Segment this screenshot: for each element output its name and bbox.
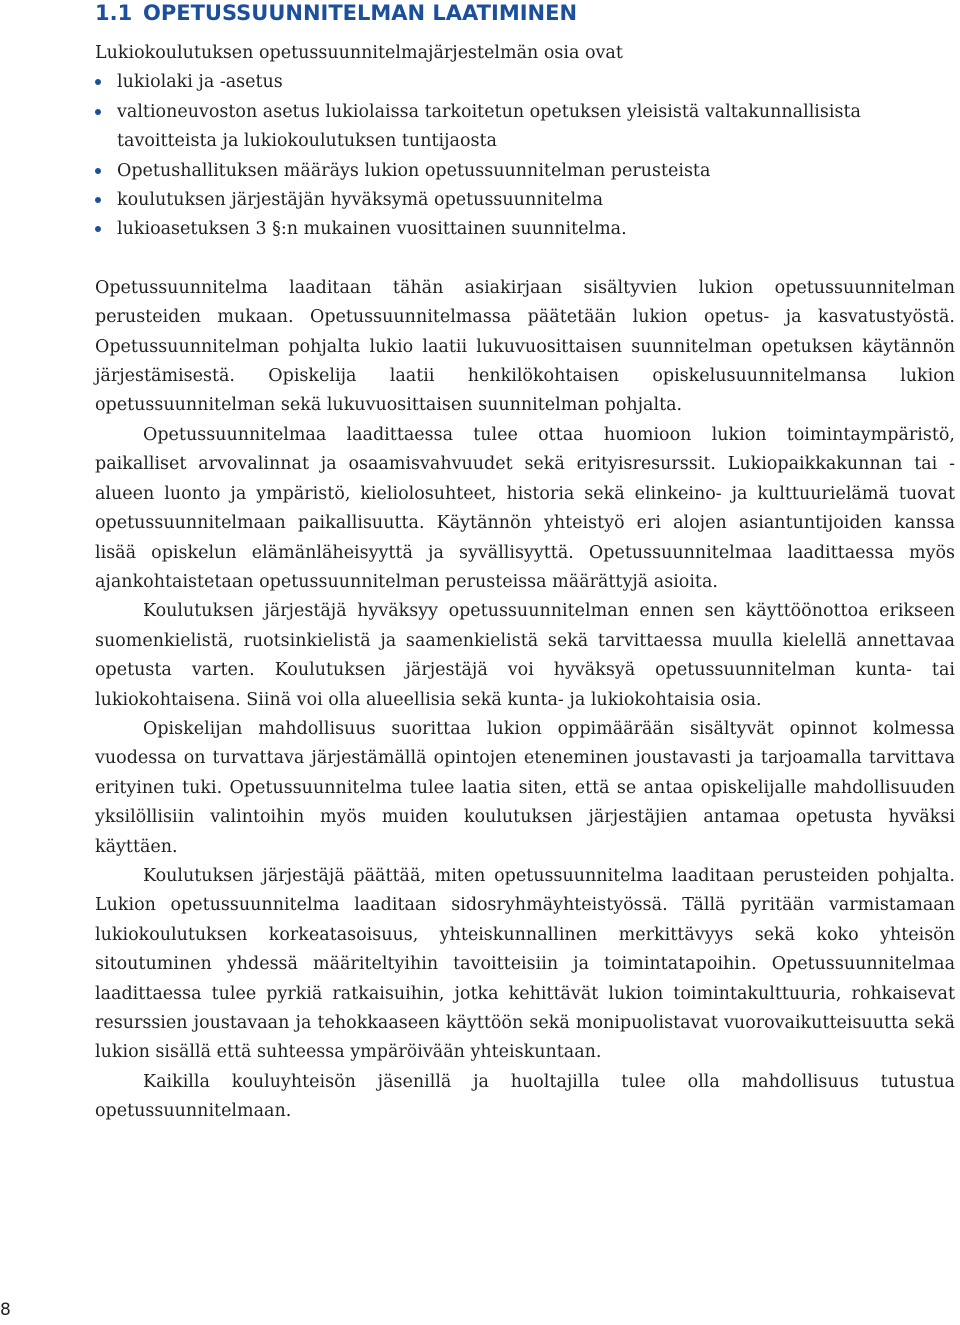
section-title: OPETUSSUUNNITELMAN LAATIMINEN bbox=[143, 1, 578, 25]
bullet-dot-icon bbox=[95, 79, 101, 85]
section-number: 1.1 bbox=[95, 1, 133, 25]
list-item bbox=[95, 68, 955, 97]
page-number: 8 bbox=[0, 1300, 11, 1320]
list-item bbox=[95, 98, 955, 157]
list-item-text: koulutuksen järjestäjän hyväksymä opetussuunnitelma bbox=[117, 190, 604, 211]
list-item-text: lukiolaki ja -asetus bbox=[117, 72, 283, 93]
intro-line: Lukiokoulutuksen opetussuunnitelmajärjestelmän osia ovat bbox=[95, 43, 623, 63]
list-item-text: valtioneuvoston asetus lukiolaissa tarkoitetun opetuksen yleisistä valtakunnallisista tavoitteista ja lukiokoulutuksen tuntijaosta bbox=[117, 101, 861, 152]
paragraph: Opetussuunnitelmaa laadittaessa tulee ottaa huomioon lukion toimintaympäristö, paikalliset arvovalinnat ja osaamisvahvuudet sekä erityisresurssit. Lukiopaikkakunnan tai -alueen luonto ja ympäristö, kieliolosuhteet, historia sekä elinkeino- ja kulttuurielämä tuovat opetussuunnitelmaan paikallisuutta. Käytännön yhteistyö eri alojen asiantuntijoiden kanssa lisää opiskelun elämänläheisyyttä ja syvällisyyttä. Opetussuunnitelmaa laadittaessa myös ajankohtaistetaan opetussuunnitelman perusteissa määrättyjä asioita. bbox=[95, 424, 955, 592]
bullet-list bbox=[95, 68, 955, 244]
list-item bbox=[95, 215, 955, 244]
body-text bbox=[95, 274, 955, 1127]
list-item bbox=[95, 157, 955, 186]
paragraph: Koulutuksen järjestäjä hyväksyy opetussuunnitelman ennen sen käyttöönottoa erikseen suomenkielistä, ruotsinkielistä ja saamenkielistä sekä tarvittaessa muulla kielellä annettavaa opetusta varten. Koulutuksen järjestäjä voi hyväksyä opetussuunnitelman kunta- tai lukiokohtaisena. Siinä voi olla alueellisia sekä kunta- ja lukiokohtaisia osia. bbox=[95, 601, 955, 710]
paragraph: Koulutuksen järjestäjä päättää, miten opetussuunnitelma laaditaan perusteiden pohjalta. Lukion opetussuunnitelma laaditaan sidosryhmäyhteistyössä. Tällä pyritään varmistamaan lukiokoulutuksen korkeatasoisuus, yhteiskunnallinen merkittävyys sekä koko yhteisön sitoutuminen yhdessä määriteltyihin tavoitteisiin ja toimintatapoihin. Opetussuunnitelmaa laadittaessa tulee pyrkiä ratkaisuihin, jotka kehittävät lukion toimintakulttuuria, rohkaisevat resurssien joustavaan ja tehokkaaseen käyttöön sekä monipuolistavat vuorovaikutteisuutta sekä lukion sisällä että suhteessa ympäröivään yhteiskuntaan. bbox=[95, 865, 955, 1063]
paragraph: Opiskelijan mahdollisuus suorittaa lukion oppimäärään sisältyvät opinnot kolmessa vuodessa on turvattava järjestämällä opintojen eteneminen joustavasti ja tarjoamalla tarvittava erityinen tuki. Opetussuunnitelma tulee laatia siten, että se antaa opiskelijalle mahdollisuuden yksilöllisiin valintoihin myös muiden koulutuksen järjestäjien antamaa opetusta hyväksi käyttäen. bbox=[95, 718, 955, 857]
paragraph: Kaikilla kouluyhteisön jäsenillä ja huoltajilla tulee olla mahdollisuus tutustua opetussuunnitelmaan. bbox=[95, 1071, 955, 1122]
bullet-dot-icon bbox=[95, 168, 101, 174]
list-item bbox=[95, 186, 955, 215]
bullet-dot-icon bbox=[95, 197, 101, 203]
paragraph: Opetussuunnitelma laaditaan tähän asiakirjaan sisältyvien lukion opetussuunnitelman perusteiden mukaan. Opetussuunnitelmassa päätetään lukion opetus- ja kasvatustyöstä. Opetussuunnitelman pohjalta lukio laatii lukuvuosittaisen suunnitelman opetuksen käytännön järjestämisestä. Opiskelija laatii henkilökohtaisen opiskelusuunnitelmansa lukion opetussuunnitelman sekä lukuvuosittaisen suunnitelman pohjalta. bbox=[95, 277, 955, 416]
bullet-dot-icon bbox=[95, 226, 101, 232]
bullet-dot-icon bbox=[95, 109, 101, 115]
document-body bbox=[95, 39, 955, 1127]
section-heading bbox=[95, 0, 577, 26]
list-item-text: Opetushallituksen määräys lukion opetussuunnitelman perusteista bbox=[117, 160, 711, 181]
list-item-text: lukioasetuksen 3 §:n mukainen vuosittainen suunnitelma. bbox=[117, 219, 627, 240]
